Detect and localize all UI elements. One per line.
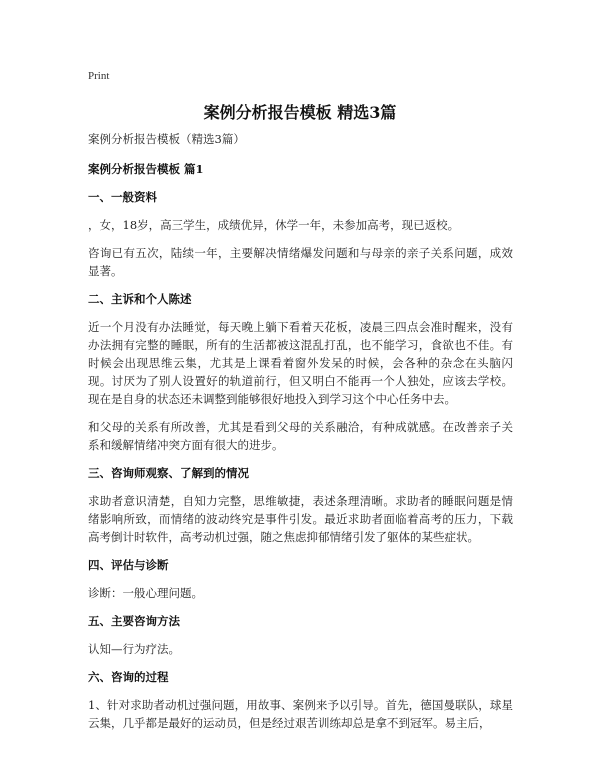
document-subtitle: 案例分析报告模板（精选3篇） [88, 132, 245, 146]
section-heading-observation: 三、咨询师观察、了解到的情况 [88, 466, 249, 480]
document-body [88, 130, 513, 742]
paragraph: 认知—行为疗法。 [88, 642, 180, 656]
paragraph: 求助者意识清楚，自知力完整，思维敏捷，表述条理清晰。求助者的睡眠问题是情绪影响所致，而情绪的波动终究是事件引发。最近求助者面临着高考的压力，下载高考倒计时软件，高考动机过强，随之焦虑抑郁情绪引发了躯体的某些症状。 [88, 494, 513, 544]
paragraph: 咨询已有五次，陆续一年，主要解决情绪爆发问题和与母亲的亲子关系问题，成效显著。 [88, 246, 513, 278]
paragraph: 和父母的关系有所改善，尤其是看到父母的关系融洽，有种成就感。在改善亲子关系和缓解情绪冲突方面有很大的进步。 [88, 420, 513, 452]
section-heading-complaint: 二、主诉和个人陈述 [88, 292, 192, 306]
paragraph: 1、针对求助者动机过强问题，用故事、案例来予以引导。首先，德国曼联队，球星云集，几乎都是最好的运动员，但是经过艰苦训练却总是拿不到冠军。易主后， [88, 698, 513, 730]
paragraph: 诊断：一般心理问题。 [88, 586, 203, 600]
section-heading-process: 六、咨询的过程 [88, 670, 169, 684]
part-title: 案例分析报告模板 篇1 [88, 162, 204, 176]
paragraph: 近一个月没有办法睡觉，每天晚上躺下看着天花板，凌晨三四点会准时醒来，没有办法拥有完整的睡眠，所有的生活都被这混乱打乱，也不能学习，食欲也不佳。有时候会出现思维云集，尤其是上课看着窗外发呆的时候，会各种的杂念在头脑闪现。讨厌为了别人设置好的轨道前行，但又明白不能再一个人独处，应该去学校。现在是自身的状态还未调整到能够很好地投入到学习这个中心任务中去。 [88, 320, 513, 406]
section-heading-general-info: 一、一般资料 [88, 190, 157, 204]
section-heading-diagnosis: 四、评估与诊断 [88, 558, 169, 572]
paragraph: ，女，18岁，高三学生，成绩优异，休学一年，未参加高考，现已返校。 [88, 218, 460, 232]
section-heading-method: 五、主要咨询方法 [88, 614, 180, 628]
print-link[interactable]: Print [88, 70, 110, 82]
document-title: 案例分析报告模板 精选3篇 [203, 103, 397, 122]
